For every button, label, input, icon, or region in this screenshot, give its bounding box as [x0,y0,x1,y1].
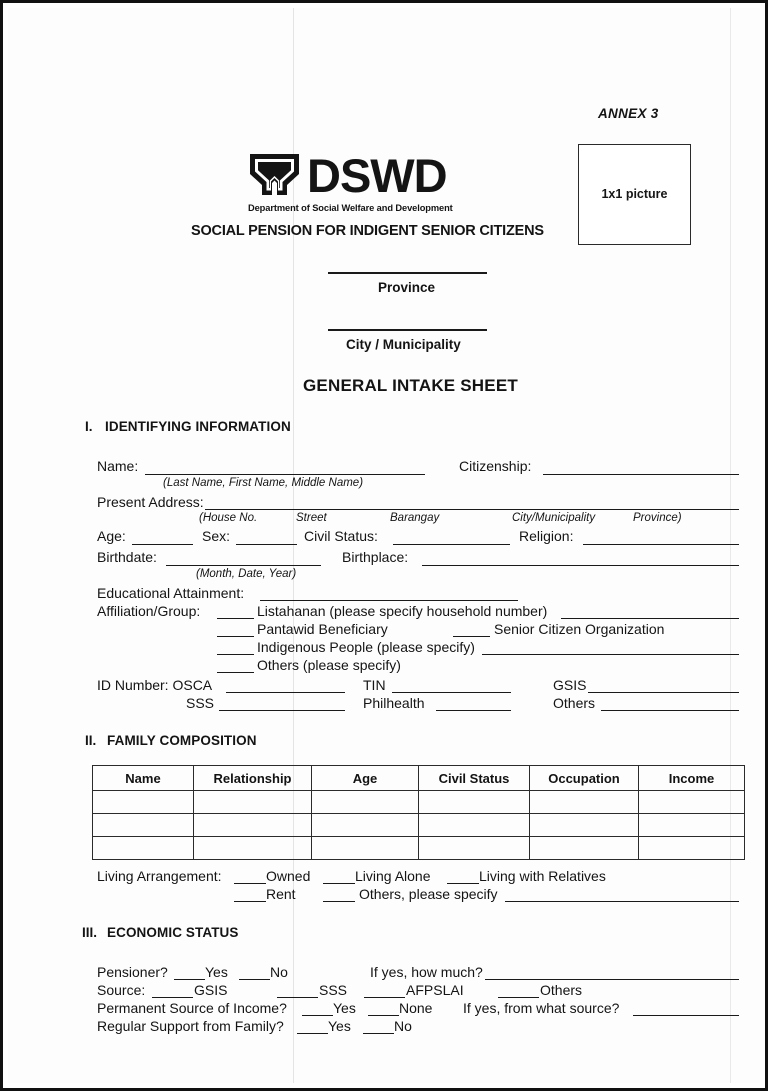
religion-input-line[interactable] [583,544,739,545]
affiliation-option-pantawid: Pantawid Beneficiary [257,621,388,637]
regular-support-no-label: No [394,1018,412,1034]
city-municipality-blank-line[interactable] [328,329,487,331]
cell-civil-status[interactable] [419,837,530,860]
permanent-income-yes-label: Yes [333,1000,356,1016]
section-i-number: I. [85,419,93,434]
table-row[interactable] [93,791,745,814]
religion-label: Religion: [519,528,574,544]
living-option-others: Others, please specify [359,886,498,902]
name-input-line[interactable] [145,474,425,475]
pensioner-no-label: No [270,964,288,980]
id-tin-input-line[interactable] [392,692,511,693]
table-header-row [93,766,745,791]
section-iii-heading: ECONOMIC STATUS [107,925,239,940]
affiliation-option-listahanan: Listahanan (please specify household number) [257,603,548,619]
source-gsis-checkline[interactable] [152,997,193,998]
id-number-osca-label: ID Number: OSCA [97,677,213,693]
citizenship-input-line[interactable] [543,474,739,475]
column-header-name: Name [93,766,194,791]
affiliation-option-senior-citizen-org: Senior Citizen Organization [494,621,665,637]
source-option-gsis: GSIS [194,982,228,998]
id-sss-label: SSS [186,695,215,711]
living-option-with-relatives: Living with Relatives [479,868,606,884]
section-iii-number: III. [82,925,98,940]
id-philhealth-label: Philhealth [363,695,425,711]
living-alone-checkline[interactable] [323,883,355,884]
address-hint-barangay: Barangay [390,512,440,524]
how-much-label: If yes, how much? [370,964,483,980]
column-header-occupation: Occupation [530,766,639,791]
affiliation-pantawid-checkline[interactable] [217,636,254,637]
source-sss-checkline[interactable] [277,997,318,998]
source-option-sss: SSS [319,982,348,998]
present-address-label: Present Address: [97,494,204,510]
birthdate-label: Birthdate: [97,549,157,565]
living-arrangement-label: Living Arrangement: [97,868,222,884]
column-header-income: Income [639,766,745,791]
address-hint-house-no: (House No. [199,512,258,524]
sex-input-line[interactable] [236,544,297,545]
cell-income[interactable] [639,814,745,837]
cell-occupation[interactable] [530,837,639,860]
how-much-input-line[interactable] [485,979,739,980]
civil-status-input-line[interactable] [393,544,510,545]
table-row[interactable] [93,814,745,837]
city-municipality-label: City / Municipality [346,337,461,352]
photo-placeholder-box [578,144,691,245]
permanent-income-label: Permanent Source of Income? [97,1000,287,1016]
present-address-input-line[interactable] [205,509,739,510]
dswd-subtitle: Department of Social Welfare and Development [248,203,453,213]
dswd-logo-icon [247,151,302,198]
program-title: SOCIAL PENSION FOR INDIGENT SENIOR CITIZENS [191,223,544,239]
cell-age[interactable] [312,791,419,814]
affiliation-option-others: Others (please specify) [257,657,401,673]
address-hint-street: Street [296,512,327,524]
age-label: Age: [97,528,126,544]
scan-fold-line-right [730,8,731,1083]
address-hint-city-municipality: City/Municipality [512,512,596,524]
source-option-others: Others [540,982,583,998]
source-afpslai-checkline[interactable] [364,997,405,998]
indigenous-specify-line[interactable] [482,654,739,655]
cell-age[interactable] [312,837,419,860]
educational-attainment-input-line[interactable] [260,600,518,601]
birthplace-input-line[interactable] [422,565,739,566]
province-label: Province [378,280,436,295]
living-option-owned: Owned [266,868,311,884]
affiliation-label: Affiliation/Group: [97,603,201,619]
regular-support-label: Regular Support from Family? [97,1018,284,1034]
address-hint-province: Province) [633,512,682,524]
cell-civil-status[interactable] [419,791,530,814]
cell-relationship[interactable] [194,837,312,860]
cell-name[interactable] [93,814,194,837]
from-what-source-input-line[interactable] [633,1015,739,1016]
pensioner-yes-checkline[interactable] [174,979,205,980]
column-header-age: Age [312,766,419,791]
cell-occupation[interactable] [530,814,639,837]
id-philhealth-input-line[interactable] [436,710,511,711]
cell-income[interactable] [639,791,745,814]
listahanan-household-number-line[interactable] [561,618,739,619]
document-sheet [8,8,760,1083]
affiliation-senior-citizen-org-checkline[interactable] [453,636,490,637]
cell-civil-status[interactable] [419,814,530,837]
id-others-label: Others [553,695,596,711]
cell-income[interactable] [639,837,745,860]
living-rent-checkline[interactable] [234,901,266,902]
province-blank-line[interactable] [328,272,487,274]
source-label: Source: [97,982,146,998]
civil-status-label: Civil Status: [304,528,378,544]
birthdate-hint: (Month, Date, Year) [196,568,297,580]
regular-support-yes-checkline[interactable] [297,1033,328,1034]
living-others-checkline[interactable] [323,901,355,902]
living-others-specify-line[interactable] [505,901,739,902]
cell-age[interactable] [312,814,419,837]
id-others-input-line[interactable] [601,710,739,711]
form-title: GENERAL INTAKE SHEET [303,376,518,395]
pensioner-no-checkline[interactable] [239,979,270,980]
id-tin-label: TIN [363,677,386,693]
column-header-civil-status: Civil Status [419,766,530,791]
source-option-afpslai: AFPSLAI [406,982,464,998]
living-owned-checkline[interactable] [234,883,266,884]
cell-name[interactable] [93,837,194,860]
pensioner-label: Pensioner? [97,964,168,980]
id-osca-input-line[interactable] [226,692,345,693]
id-gsis-label: GSIS [553,677,587,693]
family-composition-table [92,765,745,860]
living-option-rent: Rent [266,886,296,902]
living-option-alone: Living Alone [355,868,431,884]
name-hint: (Last Name, First Name, Middle Name) [163,477,364,489]
section-i-heading: IDENTIFYING INFORMATION [105,419,291,434]
birthplace-label: Birthplace: [342,549,409,565]
affiliation-listahanan-checkline[interactable] [217,618,254,619]
id-gsis-input-line[interactable] [588,692,739,693]
from-what-source-label: If yes, from what source? [463,1000,620,1016]
cell-name[interactable] [93,791,194,814]
sex-label: Sex: [202,528,231,544]
educational-attainment-label: Educational Attainment: [97,585,245,601]
age-input-line[interactable] [132,544,193,545]
source-others-checkline[interactable] [498,997,539,998]
living-with-relatives-checkline[interactable] [447,883,479,884]
section-ii-number: II. [85,733,97,748]
permanent-income-none-label: None [399,1000,433,1016]
annex-label: ANNEX 3 [598,106,659,121]
name-label: Name: [97,458,139,474]
affiliation-indigenous-checkline[interactable] [217,654,254,655]
section-ii-heading: FAMILY COMPOSITION [107,733,257,748]
affiliation-others-checkline[interactable] [217,672,254,673]
cell-relationship[interactable] [194,814,312,837]
regular-support-no-checkline[interactable] [363,1033,394,1034]
column-header-relationship: Relationship [194,766,312,791]
table-row[interactable] [93,837,745,860]
regular-support-yes-label: Yes [328,1018,351,1034]
permanent-income-none-checkline[interactable] [368,1015,399,1016]
cell-relationship[interactable] [194,791,312,814]
affiliation-option-indigenous: Indigenous People (please specify) [257,639,475,655]
id-sss-input-line[interactable] [219,710,345,711]
permanent-income-yes-checkline[interactable] [302,1015,333,1016]
birthdate-input-line[interactable] [166,565,321,566]
photo-placeholder-label: 1x1 picture [601,187,668,201]
pensioner-yes-label: Yes [205,964,228,980]
cell-occupation[interactable] [530,791,639,814]
citizenship-label: Citizenship: [459,458,532,474]
dswd-wordmark: DSWD [307,149,447,202]
